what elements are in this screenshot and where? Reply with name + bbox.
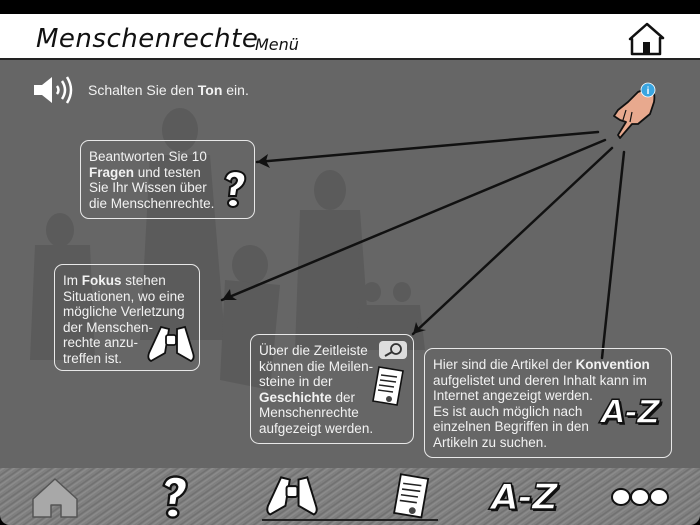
nav-focus-button[interactable] <box>262 472 322 522</box>
home-button[interactable] <box>627 21 667 57</box>
articles-text-line: Hier sind die Artikel der Konvention <box>433 357 650 372</box>
info-box-quiz[interactable] <box>80 140 255 219</box>
focus-text-line: Im Fokus stehen <box>63 273 166 288</box>
document-icon <box>367 365 407 409</box>
info-box-timeline[interactable] <box>250 334 414 444</box>
nav-more-button[interactable] <box>608 472 672 522</box>
nav-articles-button[interactable] <box>488 472 560 522</box>
home-icon <box>31 475 79 519</box>
info-pointer[interactable] <box>608 80 660 140</box>
sound-hint: Schalten Sie den Ton ein. <box>88 82 249 98</box>
home-icon <box>627 21 667 57</box>
a-z-icon: A-Z <box>491 476 557 518</box>
binoculars-icon <box>147 323 195 367</box>
info-box-focus[interactable] <box>54 264 200 371</box>
sound-toggle[interactable] <box>32 74 249 106</box>
menu-label: Menü <box>255 35 299 54</box>
document-icon <box>387 472 433 522</box>
articles-text-line: Es ist auch möglich nach <box>433 403 583 419</box>
timeline-text-line: aufgezeigt werden. <box>259 420 374 436</box>
timeline-text-line: Über die Zeitleiste <box>259 343 368 358</box>
articles-text-line: Artikeln zu suchen. <box>433 434 548 450</box>
main-area <box>0 60 700 468</box>
quiz-text-line: Fragen und testen <box>89 164 201 180</box>
question-mark-icon <box>221 169 249 209</box>
timeline-text-line: können die Meilen- <box>259 358 374 374</box>
question-mark-icon <box>159 474 191 520</box>
quiz-text-line: Beantworten Sie 10 <box>89 149 207 164</box>
status-bar <box>0 0 700 14</box>
focus-text-line: treffen ist. <box>63 350 123 366</box>
a-z-icon: A-Z <box>601 393 660 431</box>
nav-home-button[interactable] <box>28 472 82 522</box>
focus-text-line: rechte anzu- <box>63 335 139 350</box>
timeline-text-line: Menschenrechte <box>259 405 359 420</box>
focus-text-line: Situationen, wo eine <box>63 288 185 304</box>
app-title: Menschenrechte <box>36 24 259 54</box>
speaker-icon <box>32 74 76 106</box>
bottom-navigation <box>0 468 700 525</box>
articles-text-line: Internet angezeigt werden. <box>433 388 593 403</box>
more-dots-icon <box>610 485 670 509</box>
nav-quiz-button[interactable] <box>150 472 200 522</box>
quiz-text-line: die Menschenrechte. <box>89 195 215 211</box>
nav-timeline-button[interactable] <box>384 472 436 522</box>
timeline-text-line: Geschichte der <box>259 389 356 405</box>
magnifier-icon <box>379 341 407 359</box>
focus-text-line: der Menschen- <box>63 319 154 335</box>
svg-text:i: i <box>646 86 650 97</box>
header <box>0 14 700 60</box>
articles-text-line: aufgelistet und deren Inhalt kann im <box>433 372 647 388</box>
quiz-text-line: Sie Ihr Wissen über <box>89 180 207 195</box>
info-box-articles[interactable] <box>424 348 672 458</box>
binoculars-icon <box>264 473 320 521</box>
timeline-text-line: steine in der <box>259 374 333 389</box>
focus-text-line: mögliche Verletzung <box>63 304 185 319</box>
search-button[interactable] <box>379 341 407 359</box>
articles-text-line: einzelnen Begriffen in den <box>433 419 589 434</box>
pointing-hand-icon <box>608 80 660 140</box>
